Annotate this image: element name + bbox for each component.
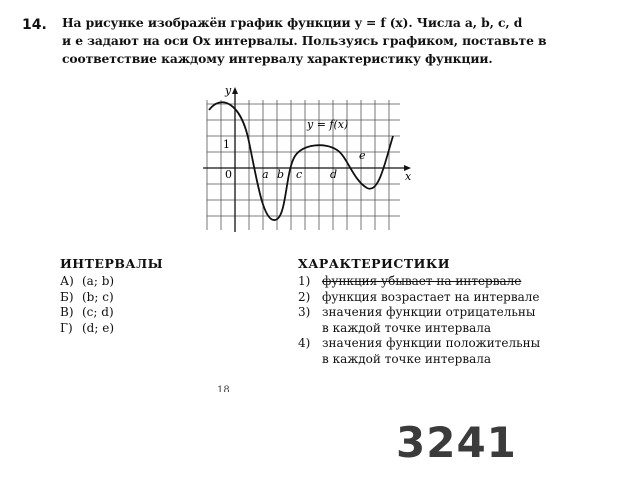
y-axis-arrow bbox=[232, 87, 238, 94]
characteristic-text: в каждой точке интервала bbox=[322, 320, 492, 335]
y-axis-label: y bbox=[225, 84, 232, 97]
intervals-column bbox=[60, 256, 260, 336]
problem-number: 14. bbox=[22, 17, 47, 33]
origin-label: 0 bbox=[225, 168, 232, 181]
interval-value: (c; d) bbox=[82, 305, 114, 319]
characteristics-title: ХАРАКТЕРИСТИКИ bbox=[298, 256, 451, 271]
characteristic-text: значения функции отрицательны bbox=[322, 305, 536, 319]
problem-line: соответствие каждому интервалу характеристику функции. bbox=[62, 51, 493, 66]
interval-row bbox=[60, 305, 260, 321]
characteristic-text: в каждой точке интервала bbox=[322, 351, 492, 366]
characteristic-key: 3) bbox=[298, 305, 311, 319]
characteristic-text: функция убывает на интервале bbox=[322, 274, 522, 288]
answer-text: 3241 bbox=[396, 418, 517, 467]
characteristic-row bbox=[298, 274, 610, 290]
characteristic-row bbox=[298, 321, 610, 337]
point-label-b: b bbox=[277, 168, 285, 181]
interval-value: (b; c) bbox=[82, 289, 114, 304]
characteristic-key: 4) bbox=[298, 336, 311, 350]
characteristic-row bbox=[298, 336, 610, 352]
characteristics-column bbox=[298, 256, 610, 367]
interval-row bbox=[60, 290, 260, 306]
interval-value: (d; e) bbox=[82, 320, 115, 335]
unit-label: 1 bbox=[223, 138, 230, 151]
graph-grid bbox=[207, 100, 400, 230]
function-graph bbox=[195, 80, 420, 240]
characteristic-text: функция возрастает на интервале bbox=[322, 289, 540, 304]
page-number-fragment: 18 bbox=[217, 385, 230, 392]
problem-line: На рисунке изображён график функции y = f (x). Числа a, b, c, d bbox=[62, 15, 523, 30]
interval-key: А) bbox=[60, 274, 74, 288]
interval-key: Г) bbox=[60, 320, 73, 335]
characteristic-row bbox=[298, 305, 610, 321]
point-label-e: e bbox=[359, 149, 366, 162]
problem-statement bbox=[62, 14, 610, 68]
curve-label: y = f(x) bbox=[307, 118, 349, 131]
characteristic-key: 1) bbox=[298, 274, 311, 288]
x-axis-label: x bbox=[405, 170, 412, 183]
interval-key: В) bbox=[60, 305, 74, 319]
characteristic-text: значения функции положительны bbox=[322, 336, 541, 350]
point-label-d: d bbox=[330, 168, 338, 181]
interval-row bbox=[60, 321, 260, 337]
interval-value: (a; b) bbox=[82, 274, 115, 288]
characteristic-key: 2) bbox=[298, 289, 311, 304]
problem-line: и e задают на оси Ox интервалы. Пользуясь графиком, поставьте в bbox=[62, 33, 547, 48]
characteristic-row bbox=[298, 352, 610, 368]
point-label-a: a bbox=[262, 168, 269, 181]
characteristic-row bbox=[298, 290, 610, 306]
interval-key: Б) bbox=[60, 289, 74, 304]
intervals-title: ИНТЕРВАЛЫ bbox=[60, 256, 164, 271]
point-label-c: c bbox=[296, 168, 303, 181]
interval-row bbox=[60, 274, 260, 290]
